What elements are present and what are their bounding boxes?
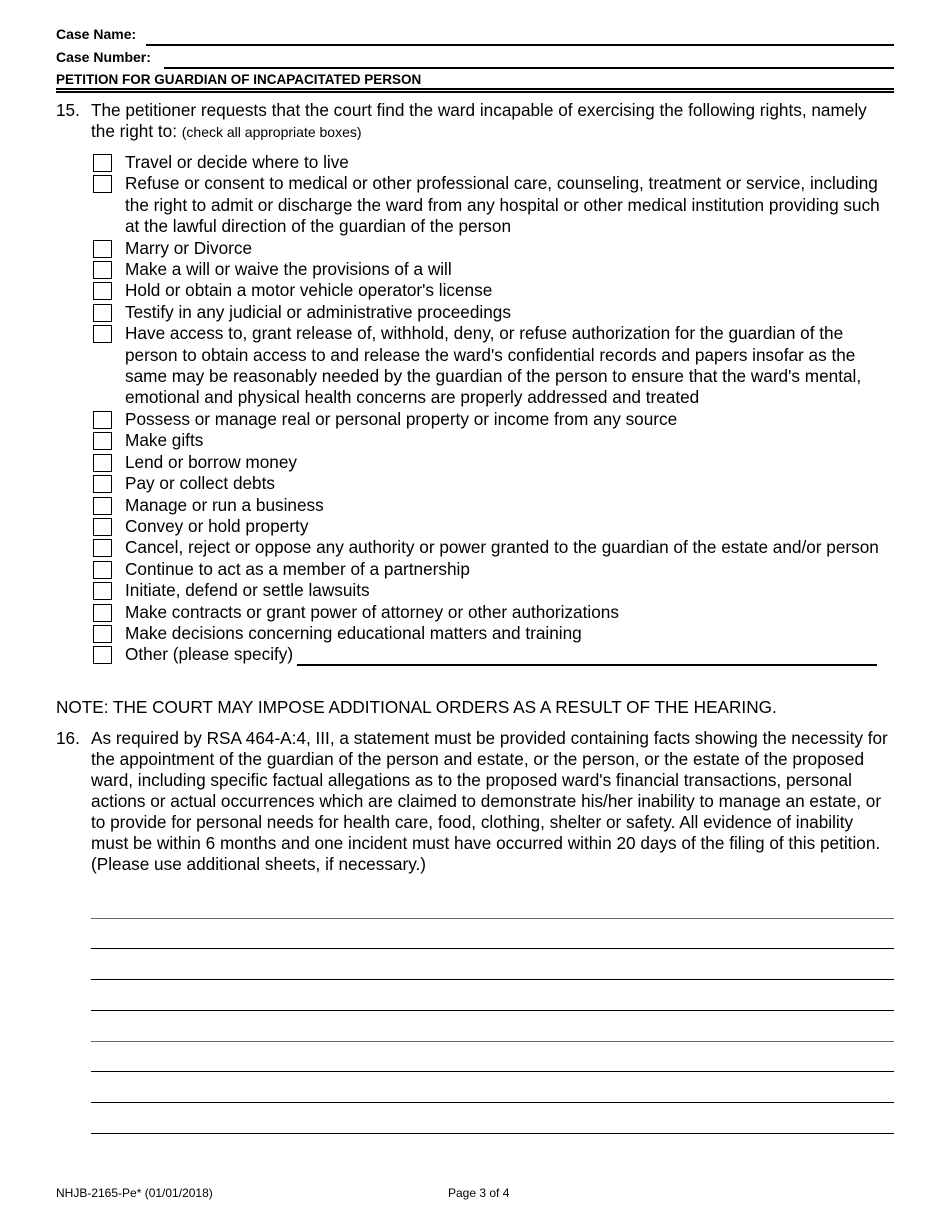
checklist-label: Convey or hold property bbox=[125, 515, 309, 536]
checklist-item bbox=[91, 302, 894, 323]
checklist-label: Make decisions concerning educational matters and training bbox=[125, 622, 582, 643]
rights-checklist bbox=[91, 152, 894, 666]
checklist-item bbox=[91, 516, 894, 537]
checklist-label: Make a will or waive the provisions of a will bbox=[125, 259, 452, 280]
checklist-item bbox=[91, 280, 894, 301]
checkbox[interactable] bbox=[93, 475, 112, 493]
checklist-label: Continue to act as a member of a partnership bbox=[125, 558, 470, 579]
footer-page-number: Page 3 of 4 bbox=[448, 1186, 510, 1200]
title-rule bbox=[56, 88, 894, 90]
item-15-text: The petitioner requests that the court find the ward incapable of exercising the following rights, namely the right to: bbox=[91, 100, 867, 141]
checklist-item bbox=[91, 238, 894, 259]
checklist-item bbox=[91, 559, 894, 580]
checklist-item bbox=[91, 623, 894, 644]
checkbox[interactable] bbox=[93, 240, 112, 258]
checkbox[interactable] bbox=[93, 454, 112, 472]
checklist-item bbox=[91, 580, 894, 601]
statement-line[interactable] bbox=[91, 1102, 894, 1103]
item-16 bbox=[56, 728, 894, 875]
title-double-rule bbox=[56, 91, 894, 93]
checklist-label: Have access to, grant release of, withhold, deny, or refuse authorization for the guardian of the person to obtain access to and release the ward's confidential records and papers insofar as the same may be reasonably needed by the guardian of the person to ensure that the ward's mental, emotional and physical health concerns are properly addressed and treated bbox=[125, 323, 862, 408]
case-number-field bbox=[56, 49, 894, 69]
checklist-item bbox=[91, 495, 894, 516]
case-name-label: Case Name: bbox=[56, 26, 137, 42]
checklist-label: Hold or obtain a motor vehicle operator's license bbox=[125, 280, 493, 301]
checklist-item bbox=[91, 409, 894, 430]
checklist-label: Cancel, reject or oppose any authority or power granted to the guardian of the estate and/or person bbox=[125, 537, 879, 558]
checklist-label: Testify in any judicial or administrative proceedings bbox=[125, 301, 511, 322]
checkbox[interactable] bbox=[93, 604, 112, 622]
checklist-item-other bbox=[91, 644, 894, 665]
checklist-label: Make gifts bbox=[125, 430, 204, 451]
checklist-label: Make contracts or grant power of attorney or other authorizations bbox=[125, 601, 619, 622]
checklist-item bbox=[91, 452, 894, 473]
checklist-label: Pay or collect debts bbox=[125, 473, 275, 494]
checklist-item bbox=[91, 152, 894, 173]
checkbox[interactable] bbox=[93, 646, 112, 664]
item-15-number: 15. bbox=[56, 100, 80, 120]
checkbox[interactable] bbox=[93, 175, 112, 193]
case-name-field bbox=[56, 26, 894, 46]
checklist-label: Marry or Divorce bbox=[125, 237, 253, 258]
checklist-item bbox=[91, 473, 894, 494]
case-number-label: Case Number: bbox=[56, 49, 151, 65]
checklist-item bbox=[91, 173, 894, 237]
checklist-label: Travel or decide where to live bbox=[125, 152, 349, 172]
item-16-text: As required by RSA 464-A:4, III, a statement must be provided containing facts showing the necessity for the appointment of the guardian of the person and estate, or the person, or the estate of the proposed ward, including specific factual allegations as to the proposed ward's financial transactions, personal actions or actual occurrences which are claimed to demonstrate his/her inability to manage an estate, or to provide for personal needs for health care, food, clothing, shelter or safety. All evidence of inability must be within 6 months and one incident must have occurred within 20 days of the filing of this petition. (Please use additional sheets, if necessary.) bbox=[91, 728, 888, 874]
checkbox[interactable] bbox=[93, 561, 112, 579]
statement-line[interactable] bbox=[91, 1010, 894, 1011]
checklist-label: Possess or manage real or personal property or income from any source bbox=[125, 408, 678, 429]
checkbox[interactable] bbox=[93, 518, 112, 536]
checklist-item bbox=[91, 430, 894, 451]
form-title-text: PETITION FOR GUARDIAN OF INCAPACITATED PERSON bbox=[56, 72, 422, 87]
checklist-label: Refuse or consent to medical or other professional care, counseling, treatment or service, including the right to admit or discharge the ward from any hospital or other medical institution providing such at the lawful direction of the guardian of the person bbox=[125, 173, 880, 237]
checklist-label: Lend or borrow money bbox=[125, 451, 297, 472]
case-name-line[interactable] bbox=[146, 44, 894, 46]
checkbox[interactable] bbox=[93, 154, 112, 172]
checkbox[interactable] bbox=[93, 261, 112, 279]
statement-line[interactable] bbox=[91, 1071, 894, 1072]
item-15-note: (check all appropriate boxes) bbox=[181, 124, 362, 140]
checkbox[interactable] bbox=[93, 625, 112, 643]
checkbox[interactable] bbox=[93, 432, 112, 450]
statement-line[interactable] bbox=[91, 979, 894, 980]
court-note: NOTE: THE COURT MAY IMPOSE ADDITIONAL ORDERS AS A RESULT OF THE HEARING. bbox=[56, 697, 777, 717]
statement-line[interactable] bbox=[91, 1133, 894, 1134]
checkbox[interactable] bbox=[93, 304, 112, 322]
checkbox[interactable] bbox=[93, 497, 112, 515]
checkbox[interactable] bbox=[93, 539, 112, 557]
checklist-item bbox=[91, 537, 894, 558]
item-15 bbox=[56, 100, 894, 143]
case-number-line[interactable] bbox=[164, 67, 894, 69]
statement-line[interactable] bbox=[91, 918, 894, 919]
item-16-number: 16. bbox=[56, 728, 80, 748]
footer-form-id: NHJB-2165-Pe* (01/01/2018) bbox=[56, 1186, 213, 1200]
checklist-item bbox=[91, 323, 894, 409]
checklist-label: Manage or run a business bbox=[125, 494, 324, 515]
form-title bbox=[56, 72, 894, 90]
checklist-item bbox=[91, 602, 894, 623]
checkbox[interactable] bbox=[93, 582, 112, 600]
checkbox[interactable] bbox=[93, 325, 112, 343]
other-specify-field[interactable] bbox=[297, 646, 877, 666]
checkbox[interactable] bbox=[93, 282, 112, 300]
statement-line[interactable] bbox=[91, 1041, 894, 1042]
statement-line[interactable] bbox=[91, 948, 894, 949]
other-label: Other (please specify) bbox=[125, 644, 294, 665]
checklist-label: Initiate, defend or settle lawsuits bbox=[125, 580, 370, 601]
checklist-item bbox=[91, 259, 894, 280]
checkbox[interactable] bbox=[93, 411, 112, 429]
